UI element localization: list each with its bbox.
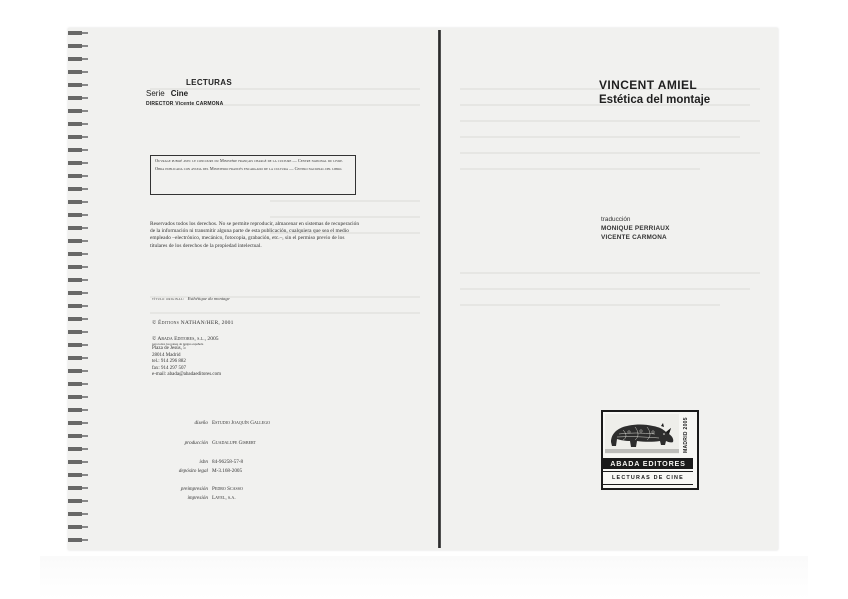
credit-value: Lavel, s.a. [212, 495, 236, 501]
credit-row-prepress [150, 486, 243, 492]
publisher-block [152, 336, 221, 378]
credit-row-production [150, 440, 256, 446]
notice-french: Ouvrage publié avec le concours du Ministère français chargé de la culture — Centre national du livre. [155, 158, 344, 163]
publisher-address-2: 28014 Madrid [152, 352, 181, 358]
serie-value: Cine [170, 89, 189, 98]
credit-row-design [150, 420, 270, 426]
translators-block [601, 215, 670, 242]
collection-director: DIRECTOR Vicente CARMONA [146, 101, 224, 107]
credit-label: impresión [187, 495, 208, 501]
publisher-email: e-mail: abada@abadaeditores.com [152, 372, 222, 378]
logo-publisher-band: ABADA EDITORES [603, 458, 693, 469]
credit-label: isbn [199, 459, 208, 465]
credit-value: Guadalupe Gisbert [212, 440, 256, 446]
collection-block [146, 78, 232, 107]
credit-value: Estudio Joaquín Gallego [212, 420, 270, 426]
publisher-address-1: Plaza de Jesús, 5 [152, 346, 186, 352]
original-title-label: título original: [152, 296, 185, 301]
credit-label: producción [184, 440, 208, 446]
funding-notice [150, 155, 356, 195]
publisher-tel: tel.: 914 296 882 [152, 359, 186, 365]
author-name: VINCENT AMIEL [599, 78, 698, 92]
rhinoceros-icon [605, 414, 679, 454]
credit-row-isbn [150, 459, 243, 465]
notice-spanish: Obra publicada con ayuda del Ministerio francés encargado de la cultura — Centro nacional del libro. [155, 165, 343, 171]
rights-statement: Reservados todos los derechos. No se permite reproducir, almacenar en sistemas de recuperación de la información ni transmitir alguna parte de esta publicación, cualquiera que sea el medio empleado –electrónico, mecánico, fotocopia, grabación, etc.–, sin el permiso previo de los titulares de los derechos de la propiedad intelectual. [150, 221, 360, 249]
credit-label: diseño [194, 420, 208, 426]
copyright-page [90, 28, 438, 550]
book-heading [599, 78, 710, 106]
publisher-territory: para todos los países de lengua española [152, 342, 204, 347]
collection-serie [146, 89, 232, 98]
original-title-value: Esthétique du montage [187, 296, 230, 301]
translator-1: MONIQUE PERRIAUX [601, 225, 670, 232]
spiral-binding-rings [82, 28, 88, 550]
credit-label: depósito legal [178, 468, 208, 474]
publisher-copyright: © Abada Editores, s.l., 2005 [152, 336, 219, 342]
credit-row-legal-deposit [150, 468, 242, 474]
credit-value: M-3.168-2005 [212, 468, 243, 474]
background-fade [40, 556, 808, 599]
spiral-binding [68, 28, 82, 550]
translator-2: VICENTE CARMONA [601, 234, 667, 241]
serie-label: Serie [146, 89, 165, 98]
credit-value: 84-96258-57-8 [212, 459, 244, 465]
credit-row-printing [150, 495, 236, 501]
publisher-fax: fax: 914 297 507 [152, 365, 187, 371]
book-title: Estética del montaje [599, 94, 711, 106]
logo-side-text: MADRID 2005 [683, 417, 689, 453]
collection-name: LECTURAS [186, 78, 232, 87]
credit-label: preimpresión [180, 486, 208, 492]
translation-label: traducción [601, 216, 631, 223]
original-copyright: © Éditions NATHAN/HER, 2001 [152, 320, 234, 326]
title-page [441, 28, 778, 550]
logo-series-band: LECTURAS DE CINE [603, 471, 693, 485]
publisher-logo [601, 410, 699, 490]
original-title [152, 296, 230, 301]
credit-value: Pedro Scasso [212, 486, 243, 492]
